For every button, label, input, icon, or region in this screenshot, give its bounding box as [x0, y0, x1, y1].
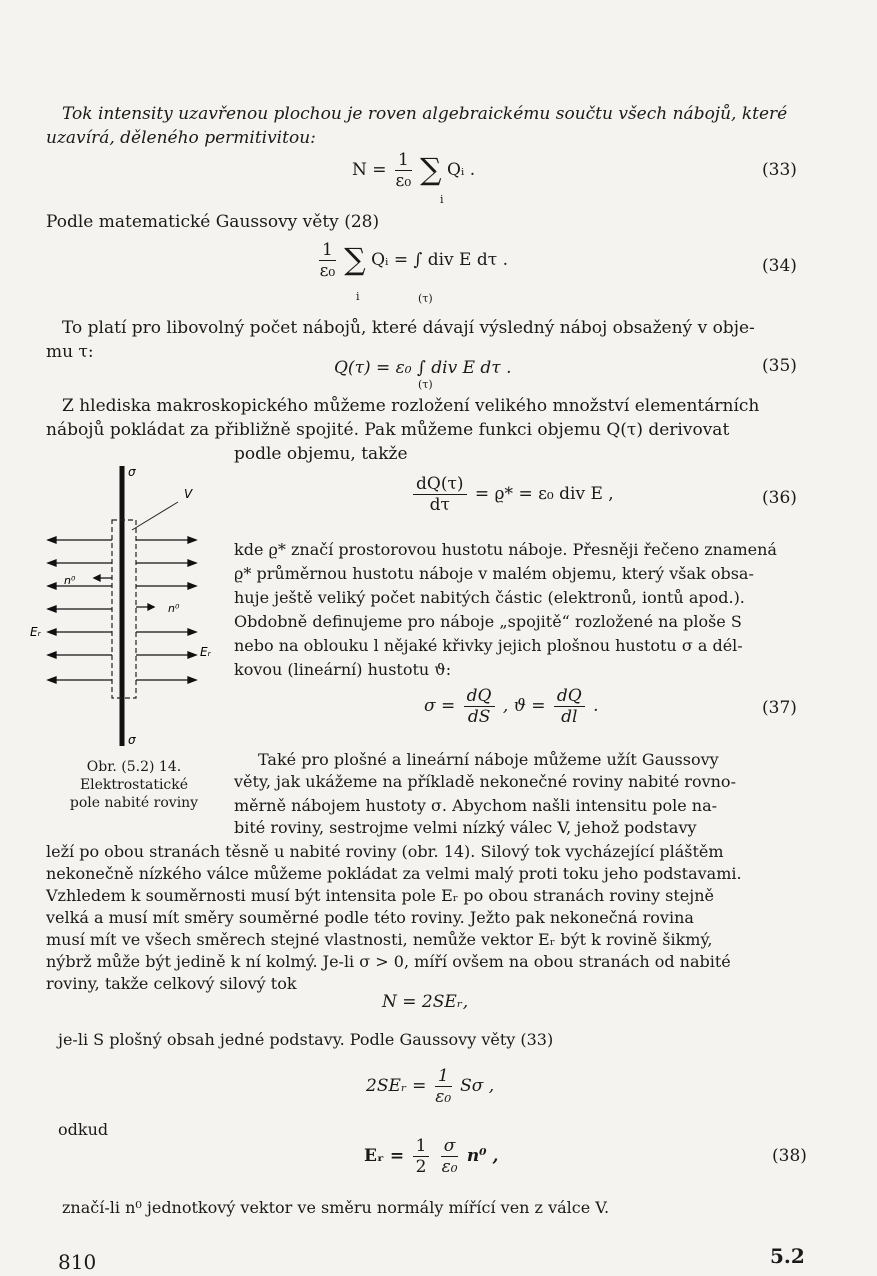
sum-index: i	[356, 290, 360, 303]
text-line: Tok intensity uzavřenou plochou je roven algebraickému součtu všech nábojů, které	[62, 104, 788, 124]
text-line: musí mít ve všech směrech stejné vlastnosti, nemůže vektor Eᵣ být k rovině šikmý,	[46, 930, 713, 949]
equation-number: (38)	[772, 1146, 807, 1166]
text-line: kovou (lineární) hustotu ϑ:	[234, 660, 452, 679]
text-line: značí-li n⁰ jednotkový vektor ve směru normály mířící ven z válce V.	[62, 1198, 610, 1217]
integral-domain: (τ)	[418, 292, 433, 305]
text-line: mu τ:	[46, 342, 94, 362]
normal-right-label: n⁰	[168, 602, 180, 615]
caption-line: Obr. (5.2) 14.	[86, 759, 182, 775]
text-line: Také pro plošné a lineární náboje můžeme užít Gaussovy	[258, 750, 719, 769]
volume-pointer-line	[132, 502, 178, 530]
sum-index: i	[440, 193, 444, 206]
text-line: nebo na oblouku l nějaké křivky jejich plošnou hustotu σ a dél-	[234, 636, 743, 655]
sigma-bottom-label: σ	[128, 733, 136, 747]
equation-number: (37)	[762, 698, 797, 718]
text-line: nábojů pokládat za přibližně spojité. Pak můžeme funkci objemu Q(τ) derivovat	[46, 420, 730, 440]
equation-38: Eᵣ = $\frac{1}{2}$ $\frac{\sigma}{\text{ε₀}}$ n⁰ ,	[364, 1136, 499, 1177]
text-line: Obdobně definujeme pro náboje „spojitě“ rozložené na ploše S	[234, 612, 742, 631]
field-right-label: Eᵣ	[200, 645, 211, 659]
text-line: Z hlediska makroskopického můžeme rozložení velikého množství elementárních	[62, 396, 760, 416]
equation-gauss: 2SEᵣ = $\frac{1}{\text{ε₀}}$ Sσ ,	[366, 1066, 495, 1107]
volume-label: V	[184, 487, 193, 501]
equation-number: (35)	[762, 356, 797, 376]
figure-caption	[46, 758, 222, 812]
equation-number: (34)	[762, 256, 797, 276]
equation-33: N = $\frac{1}{\text{ε₀}}$ ∑ Qᵢ .	[352, 150, 476, 191]
text-line: Podle matematické Gaussovy věty (28)	[46, 212, 380, 232]
text-line: měrně nábojem hustoty σ. Abychom našli intensitu pole na-	[234, 796, 718, 815]
text-line: kde ϱ* značí prostorovou hustotu náboje. Přesněji řečeno znamená	[234, 540, 777, 559]
sigma-top-label: σ	[128, 465, 136, 479]
page-number: 810	[58, 1250, 97, 1274]
equation-flux: N = 2SEᵣ,	[382, 992, 469, 1012]
text-line: To platí pro libovolný počet nábojů, které dávají výsledný náboj obsažený v obje-	[62, 318, 755, 338]
text-line: nekonečně nízkého válce můžeme pokládat za velmi malý proti toku jeho podstavami.	[46, 864, 742, 883]
text-line: bité roviny, sestrojme velmi nízký válec V, jehož podstavy	[234, 818, 697, 837]
text-line: věty, jak ukážeme na příkladě nekonečné roviny nabité rovno-	[234, 772, 736, 791]
text-line: je-li S plošný obsah jedné podstavy. Podle Gaussovy věty (33)	[58, 1030, 554, 1049]
equation-36: $\frac{dQ(\tau)}{d\tau}$ = ϱ* = ε₀ div E ,	[410, 474, 614, 515]
section-number: 5.2	[770, 1244, 805, 1268]
equation-number: (33)	[762, 160, 797, 180]
text-line: odkud	[58, 1120, 109, 1139]
integral-domain: (τ)	[418, 378, 433, 391]
text-line: nýbrž může být jedině k ní kolmý. Je-li σ > 0, míří ovšem na obou stranách od nabité	[46, 952, 731, 971]
caption-line: Elektrostatické	[79, 777, 189, 793]
text-line: leží po obou stranách těsně u nabité roviny (obr. 14). Silový tok vycházející pláštěm	[46, 842, 724, 861]
normal-left-label: n⁰	[64, 574, 76, 587]
text-line: roviny, takže celkový silový tok	[46, 974, 297, 993]
text-line: podle objemu, takže	[234, 444, 408, 464]
equation-35: Q(τ) = ε₀ ∫ div E dτ .	[334, 358, 512, 378]
equation-number: (36)	[762, 488, 797, 508]
figure-charged-plane	[28, 460, 228, 750]
field-lines-right	[136, 537, 196, 683]
field-lines-left	[48, 537, 112, 683]
text-line: uzavírá, děleného permitivitou:	[46, 128, 316, 148]
text-line: velká a musí mít směry souměrné podle této roviny. Ježto pak nekonečná rovina	[46, 908, 694, 927]
text-line: Vzhledem k souměrnosti musí být intensita pole Eᵣ po obou stranách roviny stejně	[46, 886, 714, 905]
text-line: huje ještě veliký počet nabitých částic (elektronů, iontů apod.).	[234, 588, 745, 607]
caption-line: pole nabité roviny	[69, 795, 199, 811]
field-left-label: Eᵣ	[30, 625, 41, 639]
equation-34: $\frac{1}{\text{ε₀}}$ ∑ Qᵢ = ∫ div E dτ .	[319, 240, 508, 281]
equation-37: σ = $\frac{dQ}{dS}$ , ϑ = $\frac{dQ}{dl}$ .	[424, 686, 599, 727]
text-line: ϱ* průměrnou hustotu náboje v malém objemu, který však obsa-	[234, 564, 754, 583]
